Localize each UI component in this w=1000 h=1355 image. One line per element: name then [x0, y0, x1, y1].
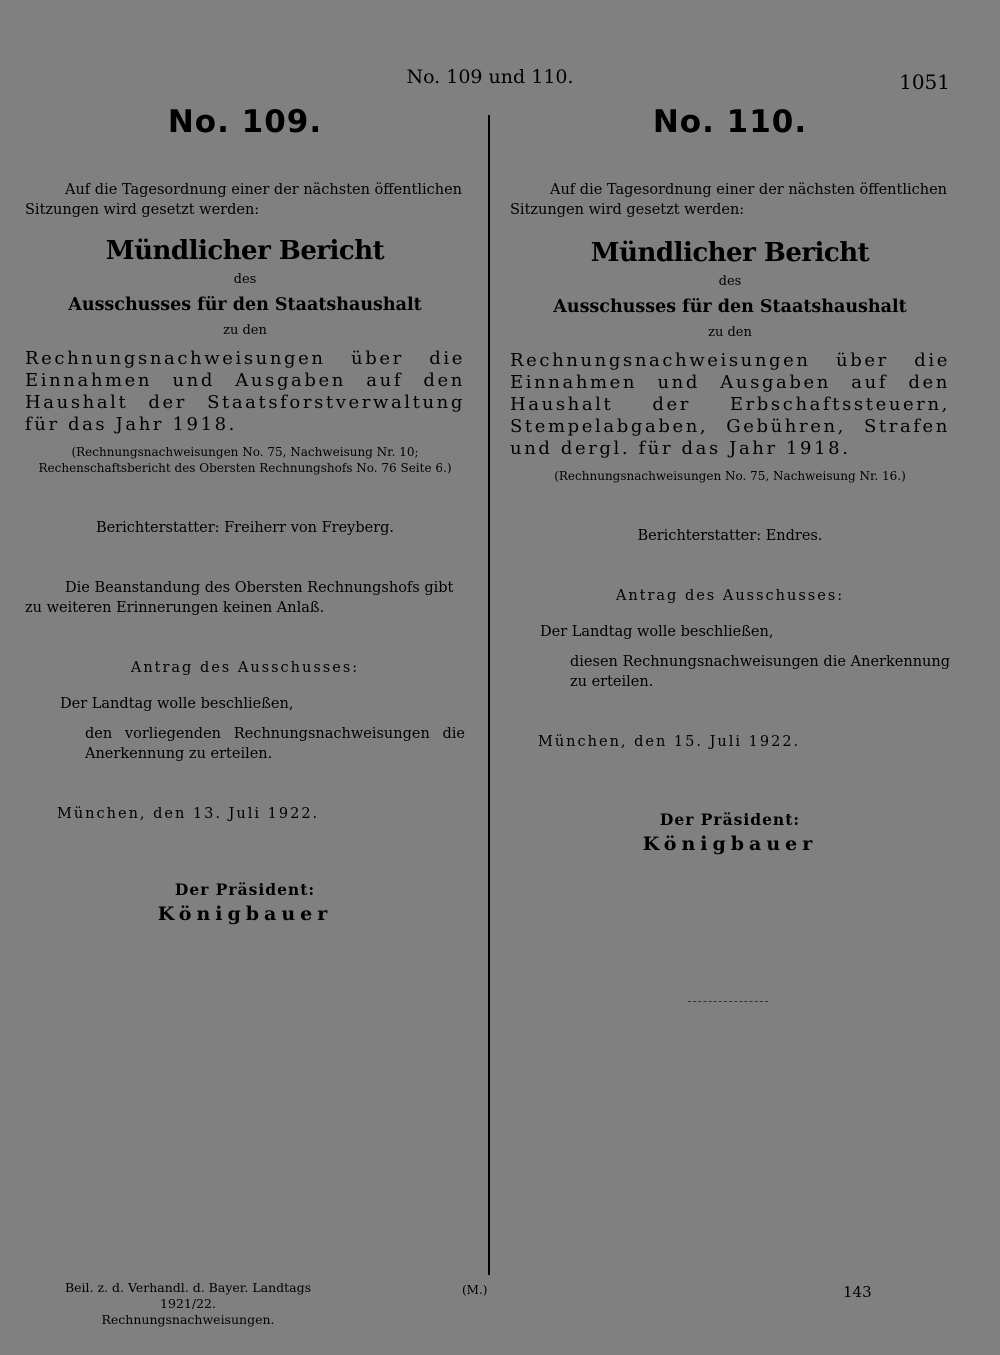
- reference-note: (Rechnungsnachweisungen No. 75, Nachweisung Nr. 10; Rechenschaftsbericht des Obersten Rechnungshofs No. 76 Seite 6.): [38, 445, 452, 475]
- zu-den-text: zu den: [708, 325, 752, 340]
- date-line: München, den 15. Juli 1922.: [538, 734, 801, 750]
- page-number: 1051: [899, 70, 950, 94]
- remark-text: Die Beanstandung des Obersten Rechnungshofs gibt zu weiteren Erinnerungen keinen Anlaß.: [25, 580, 454, 616]
- document-number: No. 110.: [652, 104, 808, 140]
- signature-title: Der Präsident:: [174, 880, 316, 899]
- footer-imprint-line-2: Rechnungsnachweisungen.: [101, 1312, 275, 1327]
- zu-den-text: zu den: [223, 323, 267, 338]
- running-header: No. 109 und 110.: [406, 66, 574, 88]
- report-subject: Rechnungsnachweisungen über die Einnahmen und Ausgaben auf den Haushalt der Erbschaftssteuern, Stempelabgaben, Gebühren, Strafen und dergl. für das Jahr 1918.: [510, 350, 950, 459]
- reporter: Berichterstatter: Freiherr von Freyberg.: [95, 520, 395, 536]
- date-line: München, den 13. Juli 1922.: [57, 806, 320, 822]
- committee-name: Ausschusses für den Staatshaushalt: [68, 295, 422, 315]
- committee-name: Ausschusses für den Staatshaushalt: [553, 297, 907, 317]
- footer-imprint-line-1: Beil. z. d. Verhandl. d. Bayer. Landtags 1921/22.: [64, 1280, 312, 1311]
- document-number: No. 109.: [167, 104, 323, 140]
- signature-name: Königbauer: [642, 833, 818, 855]
- motion-line-1: Der Landtag wolle beschließen,: [540, 624, 774, 640]
- footer-mark: (M.): [462, 1283, 488, 1297]
- report-title: Mündlicher Bericht: [105, 236, 385, 266]
- motion-heading: Antrag des Ausschusses:: [615, 588, 845, 604]
- column-divider: [488, 115, 490, 1275]
- report-title: Mündlicher Bericht: [590, 238, 870, 268]
- motion-line-2: diesen Rechnungsnachweisungen die Anerkennung zu erteilen.: [570, 654, 950, 690]
- reference-note: (Rechnungsnachweisungen No. 75, Nachweisung Nr. 16.): [554, 469, 906, 483]
- right-column: [510, 100, 950, 855]
- reporter: Berichterstatter: Endres.: [637, 528, 823, 544]
- left-column: [25, 100, 465, 925]
- des-text: des: [718, 274, 742, 289]
- intro-text: Auf die Tagesordnung einer der nächsten öffentlichen Sitzungen wird gesetzt werden:: [25, 182, 462, 218]
- footer-imprint: [38, 1280, 338, 1328]
- footer-sheet-number: 143: [843, 1283, 872, 1301]
- separator-rule: [688, 1001, 768, 1002]
- motion-line-1: Der Landtag wolle beschließen,: [60, 696, 294, 712]
- motion-heading: Antrag des Ausschusses:: [130, 660, 360, 676]
- motion-line-2: den vorliegenden Rechnungsnachweisungen die Anerkennung zu erteilen.: [85, 726, 465, 762]
- signature-title: Der Präsident:: [659, 810, 801, 829]
- intro-text: Auf die Tagesordnung einer der nächsten öffentlichen Sitzungen wird gesetzt werden:: [510, 182, 947, 218]
- signature-name: Königbauer: [157, 903, 333, 925]
- report-subject: Rechnungsnachweisungen über die Einnahmen und Ausgaben auf den Haushalt der Staatsforstverwaltung für das Jahr 1918.: [25, 348, 465, 435]
- des-text: des: [233, 272, 257, 287]
